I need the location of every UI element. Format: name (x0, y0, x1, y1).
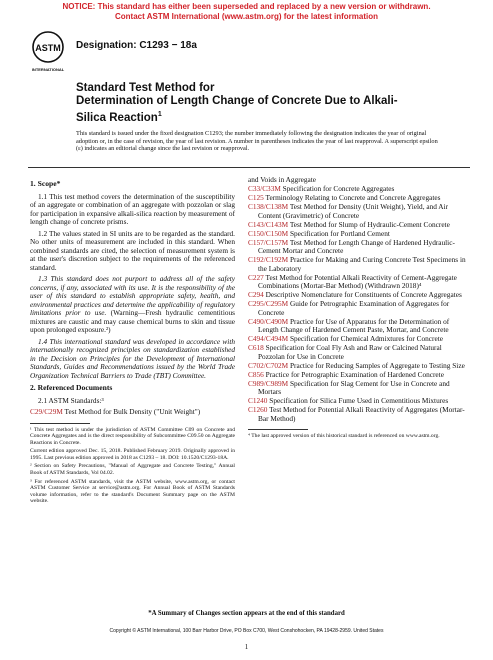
refdocs-heading: 2. Referenced Documents (30, 383, 113, 392)
reference-link[interactable]: C1260 (248, 405, 268, 414)
reference-link[interactable]: C702/C702M (248, 360, 289, 370)
reference-link[interactable]: C856 (248, 369, 264, 379)
footnote-2: ² Section on Safety Precautions, "Manual of Aggregate and Concrete Testing," Annual Book of ASTM Standards, Vol 04.02. (30, 463, 235, 477)
reference-link[interactable]: C294 (248, 290, 264, 299)
reference-title: Test Method for Potential Alkali Reactivity of Aggregates (Mortar-Bar Method) (258, 405, 465, 423)
reference-item (248, 318, 468, 335)
reference-item (248, 380, 468, 397)
reference-link[interactable]: C1240 (248, 396, 268, 405)
right-column (248, 176, 468, 442)
reference-title: Guide for Petrographic Examination of Aggregates for Concrete (258, 299, 450, 317)
left-column (30, 176, 235, 507)
scope-heading: 1. Scope* (30, 179, 61, 188)
reference-item (248, 239, 468, 256)
reference-item (248, 256, 468, 273)
reference-link[interactable]: C227 (248, 272, 264, 282)
footnote-divider (30, 423, 90, 424)
title-line-3: Silica Reaction (76, 111, 158, 124)
reference-title: Test Method for Slump of Hydraulic-Cement Concrete (289, 219, 450, 229)
reference-title: Specification for Slag Cement for Use in Concrete and Mortars (258, 378, 450, 396)
reference-title: Specification for Concrete Aggregates (282, 184, 395, 193)
reference-item (248, 203, 468, 220)
astm-logo (30, 30, 66, 74)
title-footnote-mark: 1 (157, 111, 162, 118)
reference-link[interactable]: C157/C157M (248, 237, 289, 247)
scope-1-2: 1.2 The values stated in SI units are to be regarded as the standard. No other units of measurement are included in this standard. When combined standards are cited, the selection of measurement system is at the user's discretion subject to the requirements of the referenced standard. (30, 228, 235, 272)
reference-title: Test Method for Potential Alkali Reactivity of Cement-Aggregate Combinations (Mortar-Bar Method) (Withdrawn 2018)⁴ (258, 272, 457, 290)
scope-1-1: 1.1 This test method covers the determination of the susceptibility of an aggregate or combination of an aggregate with pozzolan or slag for participation in expansive alkali-silica reaction by measurement of length change of concrete prisms. (30, 191, 235, 226)
ref-c29 (30, 408, 235, 417)
reference-list (248, 176, 468, 423)
notice-line-1: NOTICE: This standard has either been superseded and replaced by a new version or withdrawn. (62, 2, 431, 11)
reference-link[interactable]: C490/C490M (248, 316, 289, 326)
page-number: 1 (244, 643, 249, 651)
reference-link[interactable]: C150/C150M (248, 228, 289, 238)
reference-title: Test Method for Density (Unit Weight), Yield, and Air Content (Gravimetric) of Concrete (258, 202, 449, 220)
copyright-line: Copyright © ASTM International, 100 Barr Harbor Drive, PO Box C700, West Conshohocken, PA 19428-2959. United States (109, 628, 384, 634)
ref-text-c29: Test Method for Bulk Density ("Unit Weight") (64, 407, 201, 416)
footnote-1b: Current edition approved Dec. 15, 2018. Published February 2019. Originally approved in 1995. Last previous edition approved in 2018 as C1293 – 18. DOI: 10.1520/C1293-18A. (30, 448, 235, 461)
reference-title: Terminology Relating to Concrete and Concrete Aggregates (265, 193, 441, 202)
reference-title: Practice for Use of Apparatus for the Determination of Length Change of Hardened Cement Paste, Mortar, and Concrete (258, 316, 450, 334)
reference-link[interactable]: C618 (248, 343, 264, 352)
reference-title: Practice for Reducing Samples of Aggregate to Testing Size (289, 360, 465, 370)
reference-link[interactable]: C989/C989M (248, 378, 289, 388)
reference-title: Descriptive Nomenclature for Constituents of Concrete Aggregates (265, 290, 462, 299)
reference-title: Specification for Coal Fly Ash and Raw or Calcined Natural Pozzolan for Use in Concrete (258, 343, 442, 361)
designation: Designation: C1293 − 18a (76, 40, 197, 51)
scope-1-3-italic: 1.3 This standard does not purport to address all of the safety concerns, if any, associated with its use. It is the responsibility of the user of this standard to establish appropriate safety, health, and environmental practices and determine the applicability of regulatory limitations prior to use. (30, 274, 235, 317)
reference-link[interactable]: C125 (248, 193, 264, 202)
footnote-4: ⁴ The last approved version of this historical standard is referenced on www.astm.org. (248, 433, 440, 439)
header-divider (28, 167, 470, 168)
reference-link[interactable]: C33/C33M (248, 184, 281, 193)
reference-title: and Voids in Aggregate (248, 175, 317, 184)
reference-link[interactable]: C192/C192M (248, 255, 289, 264)
notice-banner (0, 2, 493, 22)
scope-1-3 (30, 275, 235, 335)
reference-link[interactable]: C295/C295M (248, 299, 289, 308)
reference-item (248, 344, 468, 361)
summary-note: *A Summary of Changes section appears at the end of this standard (148, 610, 345, 617)
title-line-2: Determination of Length Change of Concrete Due to Alkali- (76, 95, 398, 107)
footnote-3: ³ For referenced ASTM standards, visit the ASTM website, www.astm.org, or contact ASTM Customer Service at service@astm.org. For Annual Book of ASTM Standards volume information, refer to the standard's Document Summary page on the ASTM website. (30, 478, 235, 505)
reference-item (248, 300, 468, 317)
document-title (76, 82, 466, 125)
reference-item (248, 406, 468, 423)
reference-title: Specification for Portland Cement (289, 228, 390, 238)
svg-text:INTERNATIONAL: INTERNATIONAL (31, 67, 65, 72)
reference-link[interactable]: C494/C494M (248, 334, 289, 343)
reference-link[interactable]: C143/C143M (248, 219, 289, 229)
scope-1-4: 1.4 This international standard was developed in accordance with internationally recognized principles on standardization established in the Decision on Principles for the Development of International Standards, Guides and Recommendations issued by the World Trade Organization Technical Barriers to Trade (TBT) Committee. (30, 336, 235, 380)
right-footnote-divider (248, 429, 308, 430)
reference-title: Specification for Chemical Admixtures for Concrete (289, 334, 443, 343)
reference-item (248, 274, 468, 291)
footnote-1: ¹ This test method is under the jurisdiction of ASTM Committee C09 on Concrete and Concrete Aggregates and is the direct responsibility of Subcommittee C09.50 on Aggregate Reactions in Concrete. (30, 426, 235, 446)
reference-title: Practice for Petrographic Examination of Hardened Concrete (265, 369, 444, 379)
ref-link-c29[interactable]: C29/C29M (30, 407, 63, 416)
reference-title: Practice for Making and Curing Concrete Test Specimens in the Laboratory (258, 255, 466, 273)
intro-paragraph: This standard is issued under the fixed designation C1293; the number immediately following the designation indicates the year of original adoption or, in the case of revision, the year of last revision. A number in parentheses indicates the year of last reapproval. A superscript epsilon (ε) indicates an editorial change since the last revision or reapproval. (76, 130, 438, 153)
title-line-1: Standard Test Method for (76, 82, 215, 94)
notice-line-2: Contact ASTM International (www.astm.org) for the latest information (115, 12, 378, 21)
refdocs-sub: 2.1 ASTM Standards:³ (38, 395, 104, 405)
reference-title: Specification for Silica Fume Used in Cementitious Mixtures (269, 396, 449, 405)
reference-link[interactable]: C138/C138M (248, 202, 289, 211)
reference-title: Test Method for Length Change of Hardened Hydraulic-Cement Mortar and Concrete (258, 237, 455, 255)
scope-1-3-warning: (Warning—Fresh hydraulic cementitious mixtures are caustic and may cause chemical burns to skin and tissue upon prolonged exposure.²) (30, 308, 236, 334)
svg-text:ASTM: ASTM (35, 43, 61, 53)
